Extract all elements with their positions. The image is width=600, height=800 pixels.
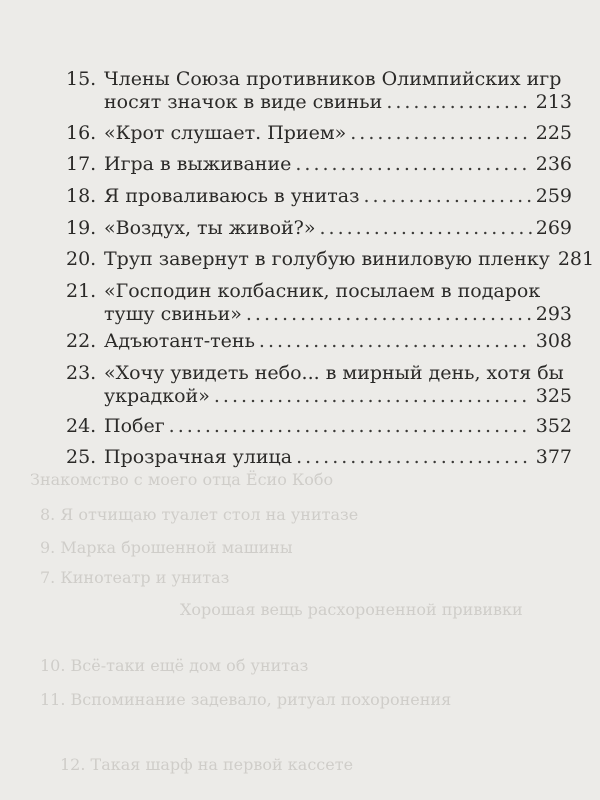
bleed-line: Знакомство с моего отца Ёсио Кобо: [30, 470, 334, 489]
page-number: 352: [535, 415, 572, 437]
chapter-title: Прозрачная улица: [104, 446, 293, 468]
chapter-title: «Воздух, ты живой?»: [104, 217, 316, 239]
chapter-number: 16.: [66, 122, 97, 144]
toc-entry-21: [66, 280, 572, 326]
chapter-title: Труп завернут в голубую виниловую пленку: [104, 248, 550, 270]
chapter-title-line: «Господин колбасник, посылаем в подарок: [104, 280, 541, 302]
page-number: 259: [535, 185, 572, 207]
page-number: 325: [535, 385, 572, 407]
chapter-title: украдкой»: [104, 385, 210, 407]
toc-entry-25: [66, 446, 572, 469]
toc-entry-23: [66, 362, 572, 408]
bleed-line: 10. Всё-таки ещё дом об унитаз: [40, 656, 309, 675]
toc-entry-18: [66, 185, 572, 208]
page-number: 213: [535, 91, 572, 113]
table-of-contents: [66, 68, 595, 468]
leader-dots: [214, 385, 532, 408]
toc-entry-19: [66, 217, 572, 240]
bleed-line: 12. Такая шарф на первой кассете: [60, 755, 354, 774]
chapter-title: Игра в выживание: [104, 153, 292, 175]
page-number: 269: [535, 217, 572, 239]
chapter-number: 17.: [66, 153, 97, 175]
chapter-number: 23.: [66, 362, 97, 384]
toc-entry-15: [66, 68, 572, 114]
chapter-number: 20.: [66, 248, 97, 270]
chapter-title: Адъютант-тень: [104, 330, 255, 352]
chapter-number: 19.: [66, 217, 97, 239]
toc-entry-24: [66, 415, 572, 438]
page-number: 377: [535, 446, 572, 468]
chapter-title: Побег: [104, 415, 165, 437]
chapter-number: 25.: [66, 446, 97, 468]
bleed-line: 8. Я отчищаю туалет стол на унитазе: [40, 505, 359, 524]
bleed-line: 7. Кинотеатр и унитаз: [40, 568, 230, 587]
chapter-number: 24.: [66, 415, 97, 437]
leader-dots: [363, 185, 531, 208]
page-number: 236: [535, 153, 572, 175]
chapter-number: 18.: [66, 185, 97, 207]
toc-entry-20: [66, 248, 595, 271]
bleed-line: Хорошая вещь расхороненной прививки: [180, 600, 523, 619]
chapter-title: Я проваливаюсь в унитаз: [104, 185, 360, 207]
page-number: 308: [535, 330, 572, 352]
toc-entry-22: [66, 330, 572, 353]
leader-dots: [259, 330, 532, 353]
chapter-title: носят значок в виде свиньи: [104, 91, 383, 113]
bleed-line: 11. Вспоминание задевало, ритуал похоронения: [40, 690, 452, 709]
leader-dots: [350, 122, 531, 145]
leader-dots: [169, 415, 532, 438]
toc-entry-17: [66, 153, 572, 176]
page-number: 281: [557, 248, 595, 270]
chapter-title-line: Члены Союза противников Олимпийских игр: [104, 68, 562, 90]
chapter-number: 15.: [66, 68, 97, 90]
chapter-title-line: «Хочу увидеть небо... в мирный день, хотя бы: [104, 362, 564, 384]
chapter-number: 21.: [66, 280, 97, 302]
leader-dots: [295, 153, 531, 176]
bleed-line: 9. Марка брошенной машины: [40, 538, 293, 557]
page-number: 225: [535, 122, 572, 144]
chapter-title: тушу свиньи»: [104, 303, 242, 325]
leader-dots: [246, 303, 532, 326]
toc-entry-16: [66, 122, 572, 145]
chapter-title: «Крот слушает. Прием»: [104, 122, 347, 144]
leader-dots: [296, 446, 532, 469]
leader-dots: [386, 91, 531, 114]
chapter-number: 22.: [66, 330, 97, 352]
leader-dots: [320, 217, 532, 240]
page-number: 293: [535, 303, 572, 325]
